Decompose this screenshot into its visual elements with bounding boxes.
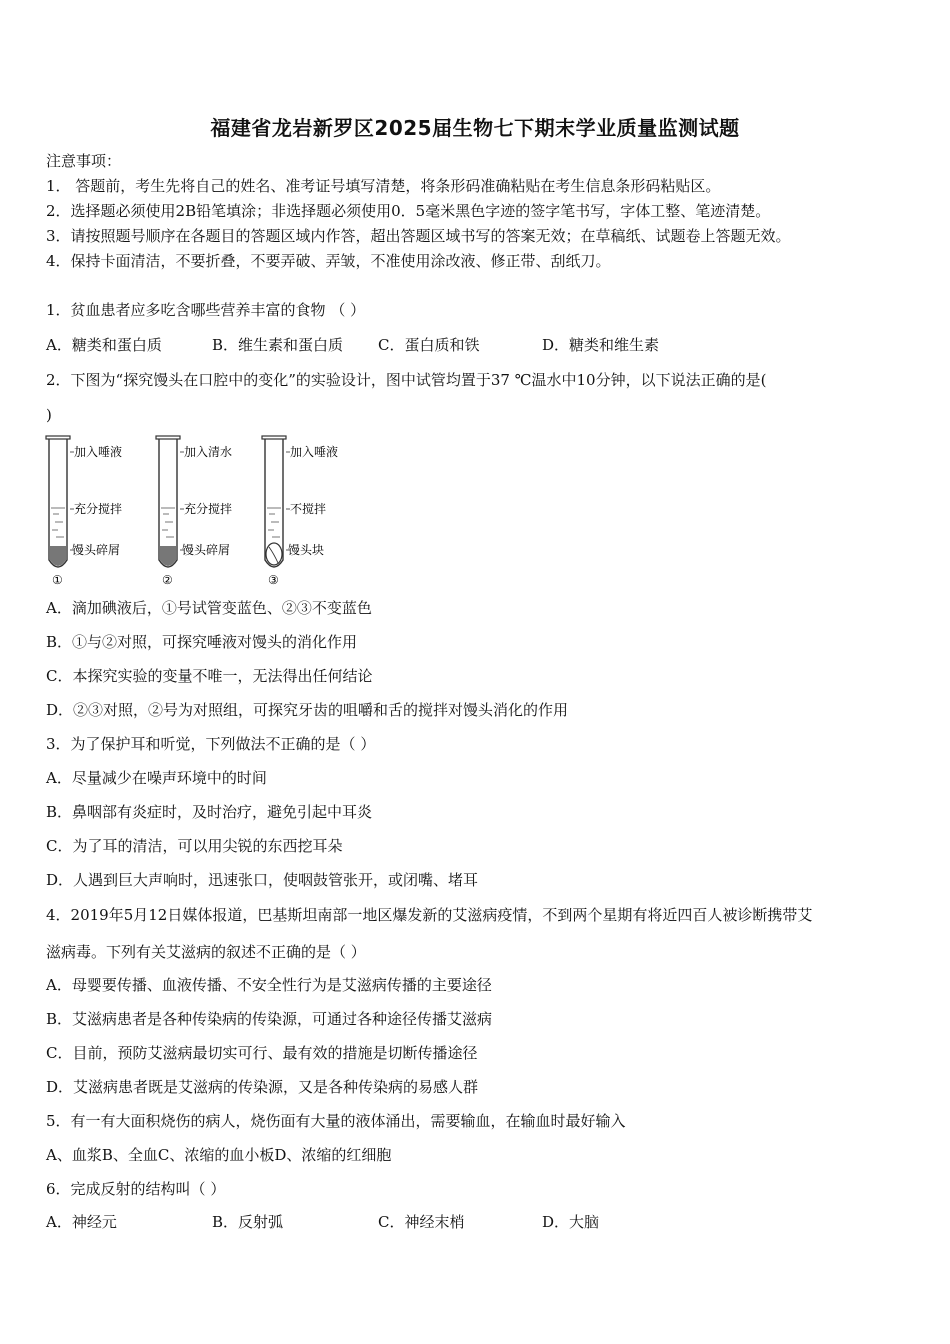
tube-3-number: ③	[268, 573, 279, 587]
tube-3-label-bottom: 馒头块	[288, 543, 325, 557]
tube-2-label-mid: 充分搅拌	[184, 502, 233, 516]
notice-item: 2．选择题必须使用2B铅笔填涂；非选择题必须使用0．5毫米黑色字迹的签字笔书写，字体工整、笔迹清楚。	[46, 202, 771, 220]
question-1-option-b: B．维生素和蛋白质	[212, 336, 344, 354]
question-4-option-d: D．艾滋病患者既是艾滋病的传染源，又是各种传染病的易感人群	[46, 1078, 479, 1096]
question-6-option-c: C．神经末梢	[378, 1213, 465, 1231]
tube-3-label-top: 加入唾液	[290, 445, 339, 459]
tube-1-number: ①	[52, 573, 63, 587]
question-2-option-b: B．①与②对照，可探究唾液对馒头的消化作用	[46, 633, 358, 651]
question-1-option-d: D．糖类和维生素	[542, 336, 660, 354]
tube-2-number: ②	[162, 573, 173, 587]
question-1-stem: 1．贫血患者应多吃含哪些营养丰富的食物 （ ）	[46, 301, 366, 319]
question-3-stem: 3．为了保护耳和听觉，下列做法不正确的是（ ）	[46, 735, 376, 753]
question-4-option-a: A．母婴要传播、血液传播、不安全性行为是艾滋病传播的主要途径	[46, 976, 492, 994]
tube-1-label-bottom: 馒头碎屑	[72, 543, 121, 557]
question-2-option-d: D．②③对照，②号为对照组，可探究牙齿的咀嚼和舌的搅拌对馒头消化的作用	[46, 701, 569, 719]
question-6-stem: 6．完成反射的结构叫（ ）	[46, 1180, 226, 1198]
question-3-option-b: B．鼻咽部有炎症时，及时治疗，避免引起中耳炎	[46, 803, 373, 821]
question-2-stem: 2．下图为“探究馒头在口腔中的变化”的实验设计，图中试管均置于37 ℃温水中10分钟，以下说法正确的是(	[46, 371, 767, 389]
question-3-option-d: D．人遇到巨大声响时，迅速张口，使咽鼓管张开，或闭嘴、堵耳	[46, 871, 479, 889]
question-4-option-b: B．艾滋病患者是各种传染病的传染源，可通过各种途径传播艾滋病	[46, 1010, 493, 1028]
notice-item: 1． 答题前，考生先将自己的姓名、准考证号填写清楚，将条形码准确粘贴在考生信息条形码粘贴区。	[46, 177, 721, 195]
notice-heading: 注意事项：	[46, 152, 122, 170]
question-5-options: A、血浆B、全血C、浓缩的血小板D、浓缩的红细胞	[46, 1146, 392, 1164]
question-6-option-d: D．大脑	[542, 1213, 600, 1231]
page-title: 福建省龙岩新罗区2025届生物七下期末学业质量监测试题	[210, 116, 740, 140]
test-tube-3	[262, 436, 290, 567]
question-2-option-a: A．滴加碘液后，①号试管变蓝色、②③不变蓝色	[46, 599, 372, 617]
tube-2-label-bottom: 馒头碎屑	[182, 543, 231, 557]
question-1-option-c: C．蛋白质和铁	[378, 336, 480, 354]
notice-item: 3．请按照题号顺序在各题目的答题区域内作答，超出答题区域书写的答案无效；在草稿纸、试题卷上答题无效。	[46, 227, 791, 245]
test-tube-1	[46, 436, 74, 567]
question-3-option-a: A．尽量减少在噪声环境中的时间	[46, 769, 267, 787]
question-4-option-c: C．目前，预防艾滋病最切实可行、最有效的措施是切断传播途径	[46, 1044, 478, 1062]
tube-3-label-mid: 不搅拌	[290, 502, 327, 516]
tube-1-label-top: 加入唾液	[74, 445, 123, 459]
question-6-option-a: A．神经元	[46, 1213, 117, 1231]
question-2-stem-cont: )	[46, 406, 52, 424]
question-6-option-b: B．反射弧	[212, 1213, 284, 1231]
question-3-option-c: C．为了耳的清洁，可以用尖锐的东西挖耳朵	[46, 837, 343, 855]
question-2-option-c: C．本探究实验的变量不唯一，无法得出任何结论	[46, 667, 373, 685]
question-1-option-a: A．糖类和蛋白质	[46, 336, 162, 354]
question-4-stem: 4．2019年5月12日媒体报道，巴基斯坦南部一地区爆发新的艾滋病疫情，不到两个星期有将近四百人被诊断携带艾	[46, 906, 813, 924]
question-5-stem: 5．有一有大面积烧伤的病人，烧伤面有大量的液体涌出，需要输血，在输血时最好输入	[46, 1112, 626, 1130]
tube-1-label-mid: 充分搅拌	[74, 502, 123, 516]
question-4-stem-cont: 滋病毒。下列有关艾滋病的叙述不正确的是（ ）	[46, 943, 366, 961]
test-tube-figure	[40, 432, 360, 592]
tube-2-label-top: 加入清水	[184, 445, 233, 459]
notice-item: 4．保持卡面清洁，不要折叠，不要弄破、弄皱，不准使用涂改液、修正带、刮纸刀。	[46, 252, 611, 270]
test-tube-2	[156, 436, 184, 567]
